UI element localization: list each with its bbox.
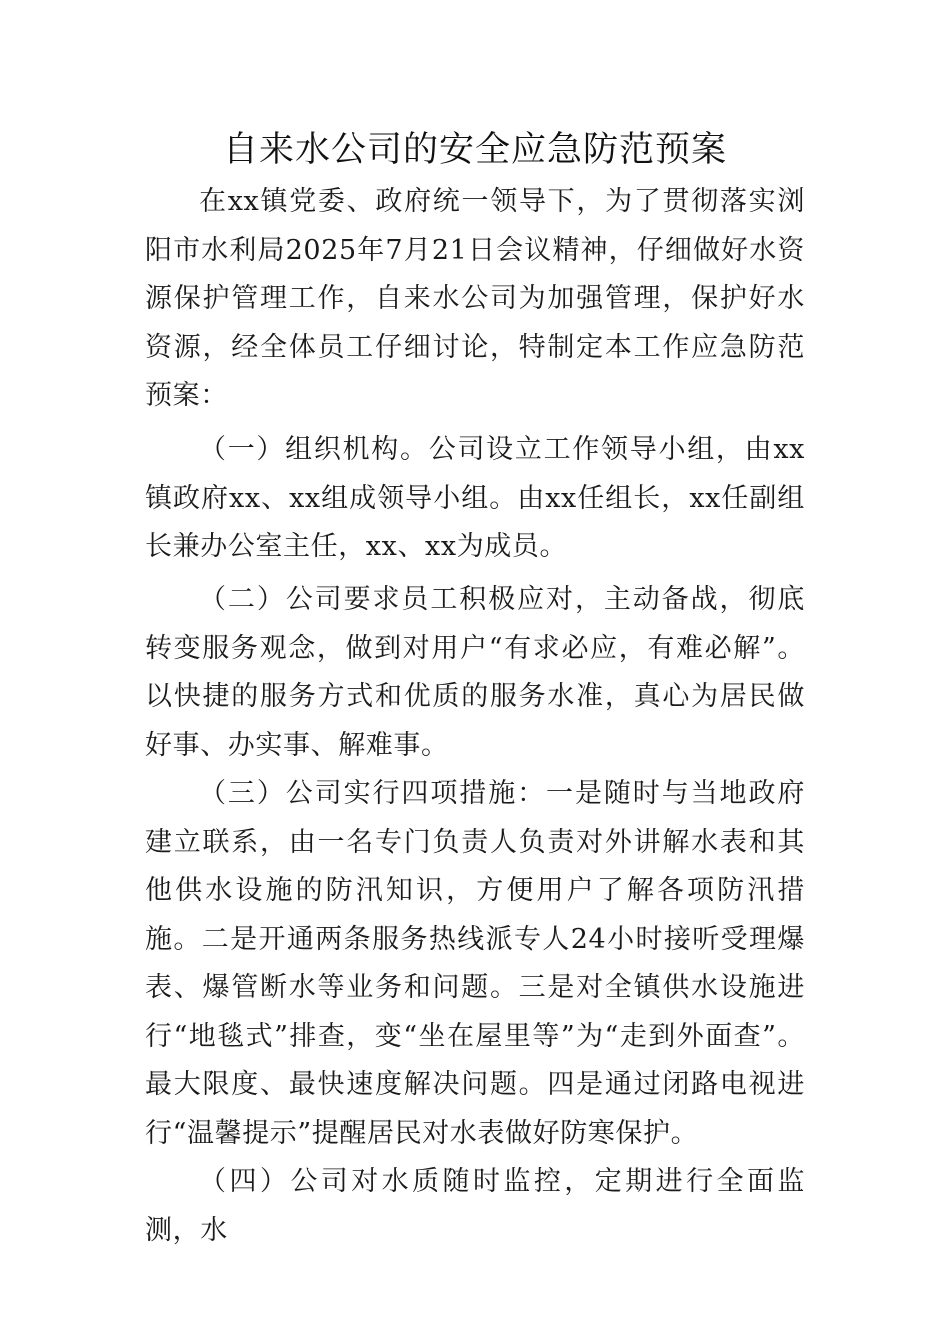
paragraph-intro: 在xx镇党委、政府统一领导下，为了贯彻落实浏阳市水利局2025年7月21日会议精神，仔细做好水资源保护管理工作，自来水公司为加强管理，保护好水资源，经全体员工仔细讨论，特制定本工作应急防范预案： bbox=[145, 186, 805, 411]
paragraph-service-requirements: （二）公司要求员工积极应对，主动备战，彻底转变服务观念，做到对用户“有求必应，有难必解”。以快捷的服务方式和优质的服务水准，真心为居民做好事、办实事、解难事。 bbox=[145, 584, 805, 761]
document-title: 自来水公司的安全应急防范预案 bbox=[222, 130, 727, 170]
paragraph-four-measures: （三）公司实行四项措施：一是随时与当地政府建立联系，由一名专门负责人负责对外讲解水表和其他供水设施的防汛知识，方便用户了解各项防汛措施。二是开通两条服务热线派专人24小时接听受理爆表、爆管断水等业务和问题。三是对全镇供水设施进行“地毯式”排查，变“坐在屋里等”为“走到外面查”。最大限度、最快速度解决问题。四是通过闭路电视进行“温馨提示”提醒居民对水表做好防寒保护。 bbox=[145, 778, 805, 1149]
paragraph-organization: （一）组织机构。公司设立工作领导小组，由xx镇政府xx、xx组成领导小组。由xx任组长，xx任副组长兼办公室主任，xx、xx为成员。 bbox=[145, 434, 805, 562]
paragraph-water-quality: （四）公司对水质随时监控，定期进行全面监测，水 bbox=[145, 1166, 805, 1246]
